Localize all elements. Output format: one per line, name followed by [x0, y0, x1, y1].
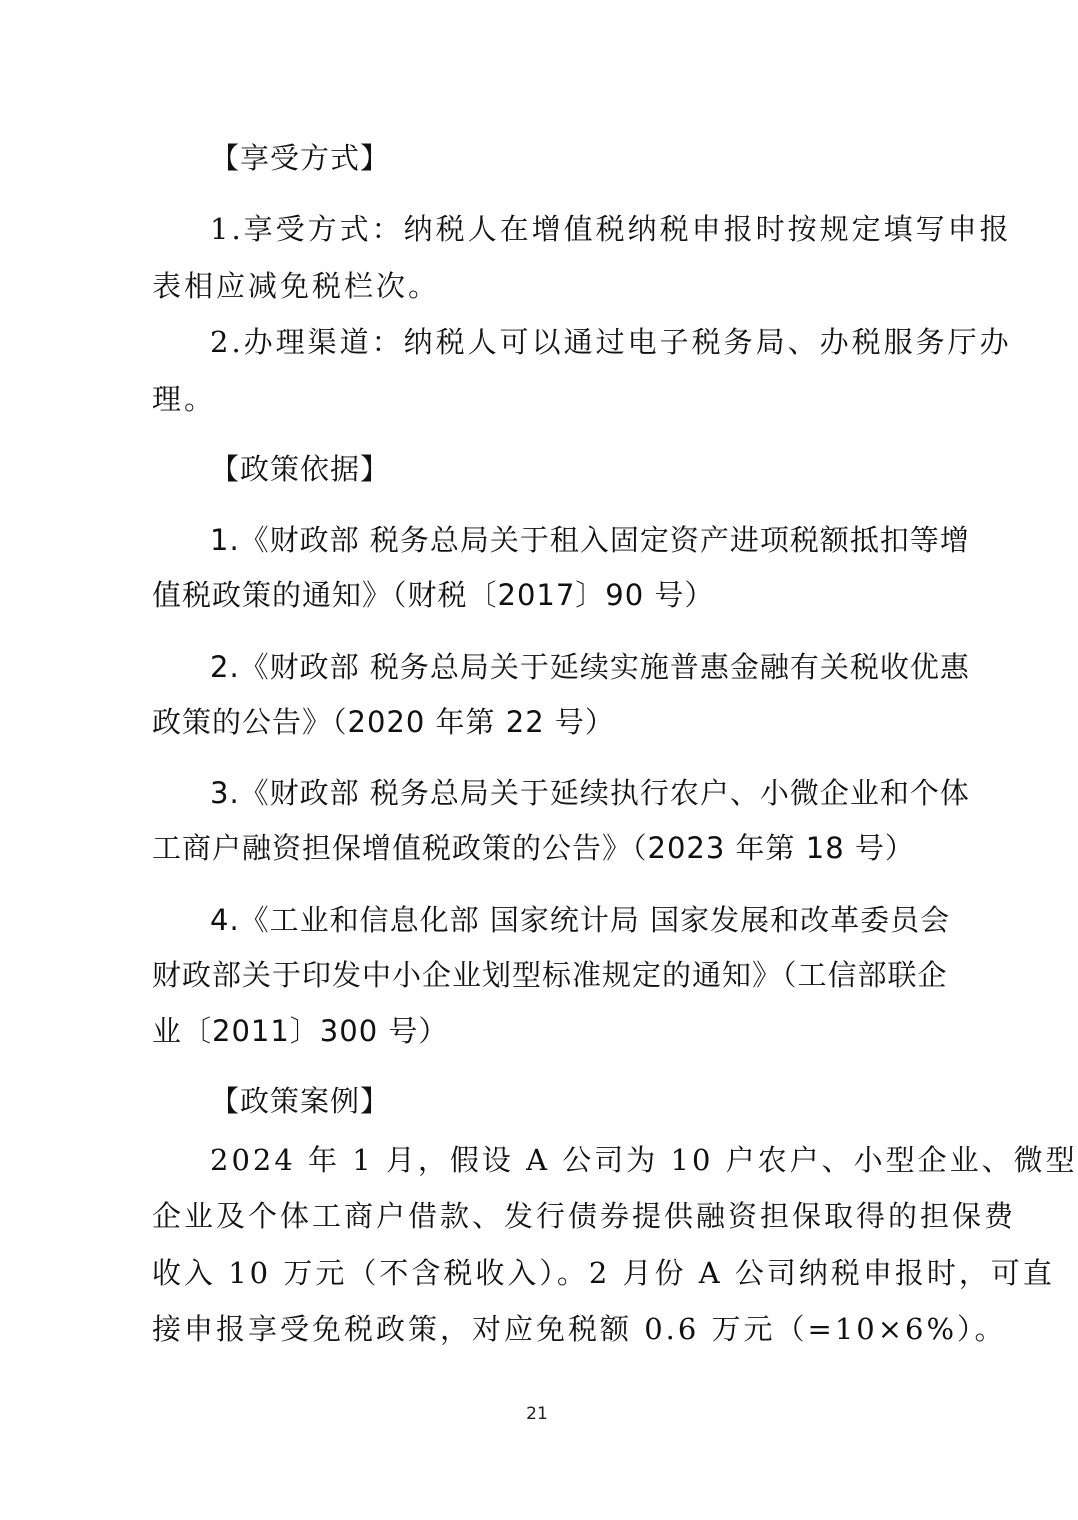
policy-basis-item-1-line-1: 1.《财政部 税务总局关于租入固定资产进项税额抵扣等增	[210, 523, 970, 557]
policy-basis-item-4-line-1: 4.《工业和信息化部 国家统计局 国家发展和改革委员会	[210, 903, 951, 937]
policy-basis-item-2-line-2: 政策的公告》（2020 年第 22 号）	[152, 705, 615, 739]
enjoy-method-item-1-line-1: 1.享受方式：纳税人在增值税纳税申报时按规定填写申报	[210, 212, 1012, 246]
section-heading-enjoy-method: 【享受方式】	[210, 141, 391, 175]
policy-case-line-1: 2024 年 1 月，假设 A 公司为 10 户农户、小型企业、微型	[210, 1143, 1078, 1177]
policy-basis-item-4-line-2: 财政部关于印发中小企业划型标准规定的通知》（工信部联企	[152, 958, 948, 992]
policy-case-line-4: 接申报享受免税政策，对应免税额 0.6 万元（=10×6%）。	[152, 1312, 1007, 1346]
page-number: 21	[526, 1404, 548, 1424]
policy-case-line-3: 收入 10 万元（不含税收入）。2 月份 A 公司纳税申报时，可直	[152, 1256, 1055, 1290]
section-heading-policy-basis: 【政策依据】	[210, 452, 391, 486]
policy-basis-item-3-line-2: 工商户融资担保增值税政策的公告》（2023 年第 18 号）	[152, 831, 915, 865]
policy-basis-item-4-line-3: 业〔2011〕300 号）	[152, 1014, 449, 1048]
policy-basis-item-2-line-1: 2.《财政部 税务总局关于延续实施普惠金融有关税收优惠	[210, 650, 970, 684]
enjoy-method-item-2-line-1: 2.办理渠道：纳税人可以通过电子税务局、办税服务厅办	[210, 325, 1012, 359]
policy-basis-item-3-line-1: 3.《财政部 税务总局关于延续执行农户、小微企业和个体	[210, 776, 970, 810]
policy-basis-item-1-line-2: 值税政策的通知》（财税〔2017〕90 号）	[152, 578, 715, 612]
enjoy-method-item-1-line-2: 表相应减免税栏次。	[152, 269, 441, 303]
policy-case-line-2: 企业及个体工商户借款、发行债券提供融资担保取得的担保费	[152, 1199, 1017, 1233]
enjoy-method-item-2-line-2: 理。	[152, 382, 217, 416]
section-heading-policy-case: 【政策案例】	[210, 1084, 391, 1118]
